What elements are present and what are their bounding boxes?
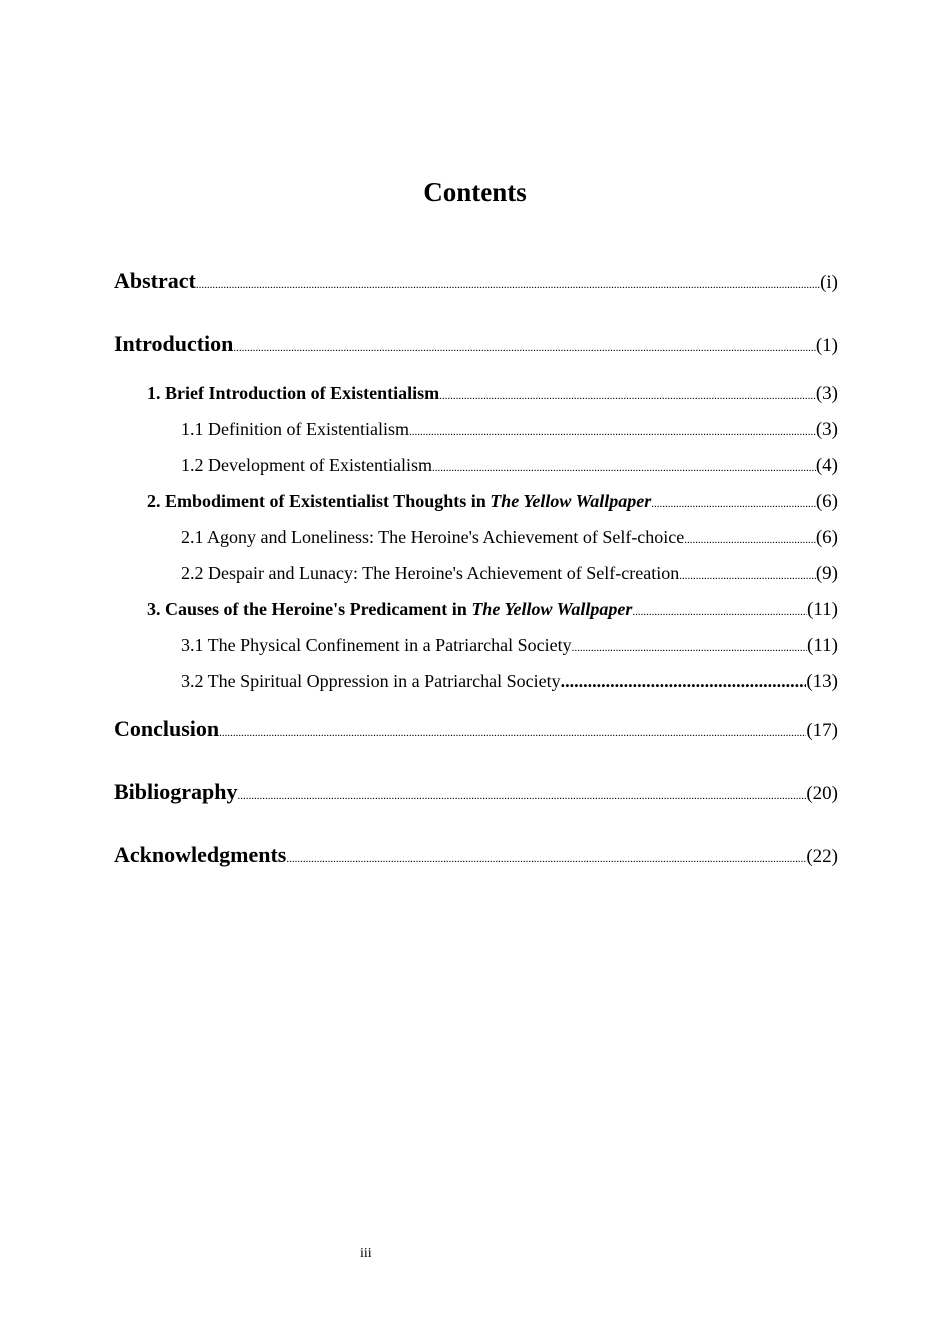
dot-leader: [233, 343, 815, 354]
toc-entry-label: 1.2 Development of Existentialism: [181, 455, 432, 475]
dot-leader: [409, 427, 816, 438]
toc-entry-page: (9): [815, 563, 838, 584]
toc-entry-section-2-2[interactable]: [181, 563, 838, 585]
toc-entry-section-3-2[interactable]: [181, 671, 838, 693]
dot-leader: [561, 672, 807, 690]
toc-entry-label: Conclusion: [114, 716, 220, 741]
toc-entry-label: 1. Brief Introduction of Existentialism: [147, 383, 440, 403]
toc-entry-label: [147, 599, 632, 620]
toc-entry-label-text: 3. Causes of the Heroine's Predicament in: [147, 599, 472, 619]
toc-entry-page: (22): [806, 846, 838, 867]
toc-entry-page: (13): [806, 671, 838, 692]
toc-entry-label-text: 2. Embodiment of Existentialist Thoughts in: [147, 491, 491, 511]
toc-entry-bibliography[interactable]: [114, 779, 838, 805]
toc-entry-conclusion[interactable]: [114, 716, 838, 742]
page-number: iii: [360, 1246, 372, 1261]
toc-entry-page: (6): [815, 491, 838, 512]
toc-entry-label: Abstract: [114, 268, 196, 293]
toc-entry-page: (6): [815, 527, 838, 548]
toc-entry-label: 2.1 Agony and Loneliness: The Heroine's Achievement of Self-choice: [181, 527, 685, 547]
toc-entry-page: (3): [815, 419, 838, 440]
page-title: Contents: [423, 177, 527, 207]
toc-entry-section-2-1[interactable]: [181, 527, 838, 549]
toc-entry-label: [147, 491, 651, 512]
toc-entry-page: (20): [806, 783, 838, 804]
toc-entry-chapter-1[interactable]: [147, 383, 838, 405]
toc-entry-label: 2.2 Despair and Lunacy: The Heroine's Achievement of Self-creation: [181, 563, 680, 583]
toc-entry-acknowledgments[interactable]: [114, 842, 838, 868]
toc-entry-page: (1): [815, 335, 838, 356]
dot-leader: [651, 499, 816, 510]
toc-entry-label: 3.2 The Spiritual Oppression in a Patriarchal Society: [181, 671, 561, 691]
toc-entry-label: Bibliography: [114, 779, 238, 804]
dot-leader: [237, 791, 806, 802]
toc-entry-introduction[interactable]: [114, 331, 838, 357]
toc-entry-page: (17): [806, 720, 838, 741]
toc-entry-page: (3): [815, 383, 838, 404]
toc-entry-label: Acknowledgments: [114, 842, 287, 867]
toc-entry-section-3-1[interactable]: [181, 635, 838, 657]
toc-entry-page: (i): [820, 272, 838, 293]
book-title: The Yellow Wallpaper: [490, 491, 652, 511]
toc-entry-page: (11): [807, 599, 838, 620]
dot-leader: [286, 854, 806, 865]
dot-leader: [572, 643, 807, 654]
dot-leader: [679, 571, 816, 582]
dot-leader: [632, 607, 807, 618]
toc-entry-label: Introduction: [114, 331, 234, 356]
toc-entry-page: (11): [807, 635, 838, 656]
toc-entry-page: (4): [815, 455, 838, 476]
dot-leader: [219, 728, 806, 739]
dot-leader: [432, 463, 816, 474]
book-title: The Yellow Wallpaper: [471, 599, 633, 619]
dot-leader: [439, 391, 816, 402]
toc-entry-chapter-2[interactable]: [147, 491, 838, 513]
toc-entry-section-1-2[interactable]: [181, 455, 838, 477]
toc-entry-label: 3.1 The Physical Confinement in a Patriarchal Society: [181, 635, 572, 655]
toc-entry-label: 1.1 Definition of Existentialism: [181, 419, 409, 439]
toc-entry-abstract[interactable]: [114, 268, 838, 294]
dot-leader: [684, 535, 816, 546]
toc-entry-chapter-3[interactable]: [147, 599, 838, 621]
toc-entry-section-1-1[interactable]: [181, 419, 838, 441]
dot-leader: [196, 280, 820, 291]
